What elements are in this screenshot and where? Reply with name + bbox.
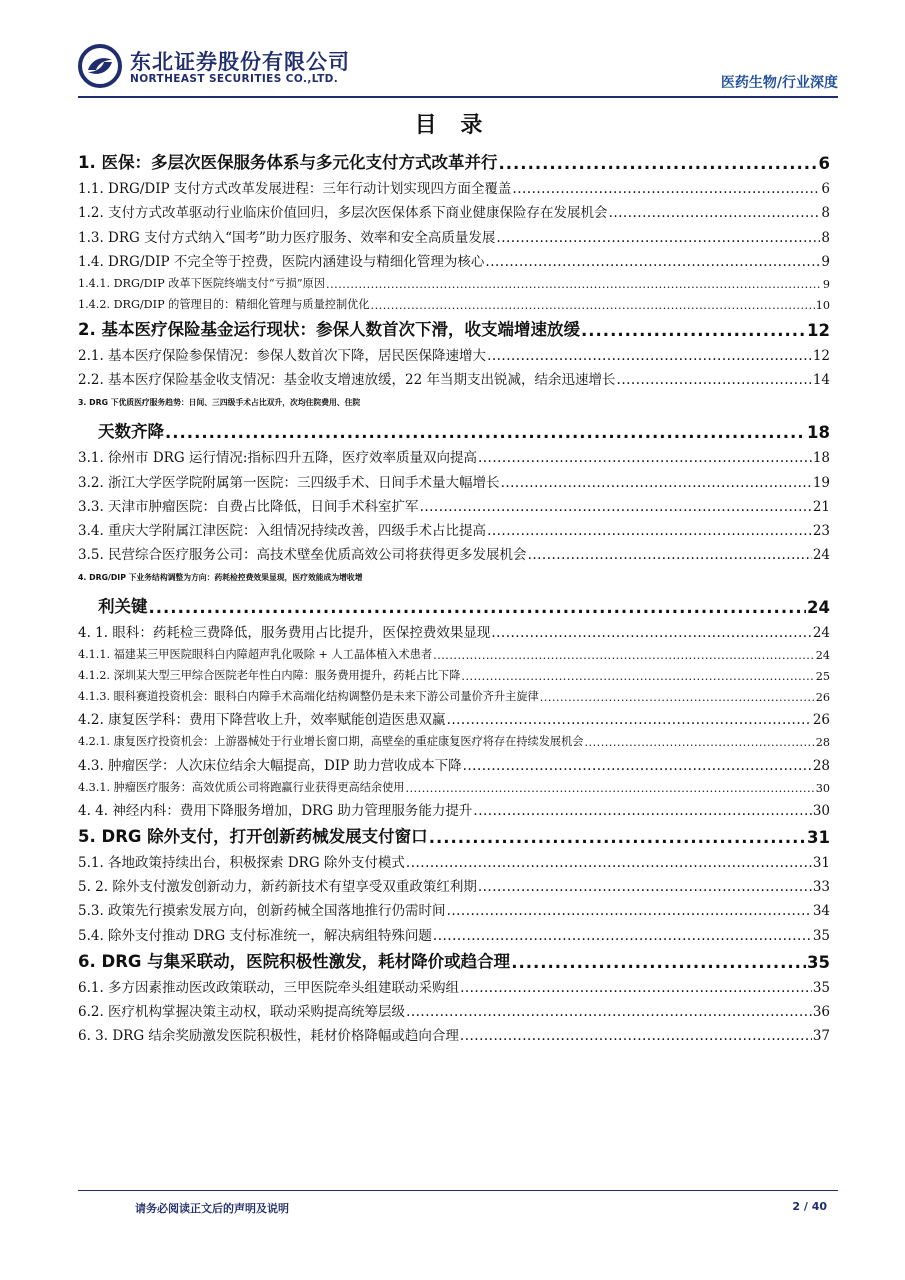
toc-entry-page: 12 [807, 320, 830, 340]
toc-entry-page: 14 [812, 372, 830, 389]
toc-leader-dots [473, 803, 811, 819]
toc-leader-dots [405, 782, 814, 795]
toc-entry-page: 24 [807, 598, 830, 618]
toc-entry-page: 31 [812, 855, 830, 871]
toc-entry-page: 8 [821, 205, 830, 222]
table-of-contents [78, 145, 830, 1044]
toc-leader-dots [406, 1004, 812, 1020]
toc-entry-page: 36 [812, 1003, 830, 1020]
toc-entry-level-1[interactable] [78, 821, 830, 847]
toc-entry-page: 6 [818, 154, 830, 173]
toc-entry-level-2[interactable] [78, 871, 830, 895]
toc-leader-dots [478, 450, 812, 466]
company-logo-icon [78, 44, 122, 88]
toc-entry-title: 4.3.1. 肿瘤医疗服务：高效优质公司将跑赢行业获得更高结余使用 [78, 780, 405, 794]
toc-entry-level-1[interactable] [78, 147, 830, 173]
toc-entry-level-2[interactable] [78, 749, 830, 773]
toc-entry-title: 3.1. 徐州市 DRG 运行情况:指标四升五降，医疗效率质量双向提高 [78, 450, 477, 467]
toc-leader-dots [609, 205, 821, 221]
toc-entry-page: 12 [812, 347, 830, 364]
toc-entry-level-3[interactable] [78, 774, 830, 795]
toc-leader-dots [540, 691, 815, 704]
toc-entry-level-3[interactable] [78, 641, 830, 662]
toc-leader-dots [463, 758, 812, 774]
toc-entry-level-1[interactable] [78, 390, 830, 442]
toc-entry-page: 26 [815, 691, 830, 705]
toc-entry-level-2[interactable] [78, 895, 830, 919]
toc-entry-page: 6 [821, 181, 830, 198]
toc-leader-dots [433, 928, 812, 944]
toc-leader-dots [485, 254, 820, 270]
toc-entry-title: 2.1. 基本医疗保险参保情况：参保人数首次下降，居民医保降速增大 [78, 347, 487, 364]
toc-entry-title: 3.2. 浙江大学医学院附属第一医院：三四级手术、日间手术量大幅增长 [78, 474, 500, 491]
toc-entry-title: 1.4. DRG/DIP 不完全等于控费，医院内涵建设与精细化管理为核心 [78, 253, 485, 270]
toc-entry-page: 24 [812, 547, 830, 564]
toc-leader-dots [584, 736, 814, 749]
toc-entry-page: 28 [812, 757, 830, 774]
report-category: 医药生物/行业深度 [720, 75, 838, 91]
toc-entry-title: 4.1.3. 眼科赛道投资机会：眼科白内障手术高端化结构调整仍是未来下游公司量价齐升主旋律 [78, 690, 539, 704]
toc-entry-title: 4. 4. 神经内科：费用下降服务增加，DRG 助力管理服务能力提升 [78, 802, 473, 819]
toc-entry-page: 35 [812, 927, 830, 944]
toc-entry-level-3[interactable] [78, 683, 830, 704]
toc-entry-title: 4. 1. 眼科：药耗检三费降低，服务费用占比提升，医保控费效果显现 [78, 625, 491, 642]
toc-leader-dots [617, 372, 812, 388]
toc-entry-page: 23 [812, 522, 830, 539]
toc-leader-dots [487, 523, 812, 539]
toc-entry-title: 4.2.1. 康复医疗投资机会：上游器械处于行业增长窗口期，高壁垒的重症康复医疗将存在持续发展机会 [78, 735, 584, 749]
toc-entry-title-continued: 利关键 [98, 597, 148, 617]
toc-leader-dots [512, 181, 820, 197]
toc-title: 目 录 [414, 113, 491, 138]
toc-leader-dots [149, 598, 807, 617]
toc-entry-page: 24 [812, 625, 830, 642]
toc-entry-level-2[interactable] [78, 442, 830, 466]
toc-entry-title: 1.3. DRG 支付方式纳入“国考”助力医疗服务、效率和安全高质量发展 [78, 229, 496, 246]
toc-entry-title: 3. DRG 下优质医疗服务趋势：日间、三四级手术占比双升，次均住院费用、住院 [78, 398, 361, 408]
toc-entry-title: 5.4. 除外支付推动 DRG 支付标准统一，解决病组特殊问题 [78, 927, 432, 944]
toc-entry-page: 24 [815, 649, 830, 663]
toc-entry-level-3[interactable] [78, 291, 830, 312]
toc-entry-level-2[interactable] [78, 539, 830, 563]
toc-entry-title: 1.1. DRG/DIP 支付方式改革发展进程：三年行动计划实现四方面全覆盖 [78, 181, 512, 198]
toc-entry-page: 30 [815, 781, 830, 795]
toc-entry-level-2[interactable] [78, 1020, 830, 1044]
toc-entry-page: 31 [807, 827, 830, 847]
company-name-cn: 东北证券股份有限公司 [130, 50, 350, 74]
toc-entry-title-continued: 天数齐降 [98, 422, 164, 442]
toc-entry-level-1[interactable] [78, 314, 830, 340]
toc-entry-level-2[interactable] [78, 173, 830, 197]
toc-leader-dots [461, 670, 814, 683]
toc-entry-title: 2. 基本医疗保险基金运行现状：参保人数首次下滑，收支端增速放缓 [78, 319, 580, 339]
toc-leader-dots [429, 828, 806, 847]
toc-entry-title: 1.4.2. DRG/DIP 的管理目的：精细化管理与质量控制优化 [78, 297, 370, 311]
toc-entry-title: 3.5. 民营综合医疗服务公司：高技术壁垒优质高效公司将获得更多发展机会 [78, 547, 527, 564]
toc-entry-title: 6.1. 多方因素推动医改政策联动，三甲医院牵头组建联动采购组 [78, 979, 460, 996]
toc-entry-title: 4.1.2. 深圳某大型三甲综合医院老年性白内障：服务费用提升，药耗占比下降 [78, 669, 461, 683]
toc-entry-title: 2.2. 基本医疗保险基金收支情况：基金收支增速放缓，22 年当期支出锐减，结余迅速增长 [78, 372, 616, 389]
toc-entry-level-2[interactable] [78, 996, 830, 1020]
toc-leader-dots [581, 321, 806, 340]
company-name-en: NORTHEAST SECURITIES CO.,LTD. [130, 73, 339, 85]
toc-entry-page: 26 [812, 712, 830, 729]
toc-leader-dots [499, 154, 818, 173]
toc-entry-title: 1. 医保：多层次医保服务体系与多元化支付方式改革并行 [78, 153, 498, 172]
toc-leader-dots [433, 649, 815, 662]
toc-entry-page: 10 [815, 298, 830, 312]
header-divider [78, 96, 838, 98]
toc-entry-title: 4.2. 康复医学科：费用下降营收上升，效率赋能创造医患双赢 [78, 712, 446, 729]
toc-entry-page: 34 [812, 903, 830, 920]
toc-entry-level-2[interactable] [78, 919, 830, 943]
toc-entry-title: 5.1. 各地政策持续出台，积极探索 DRG 除外支付模式 [78, 855, 405, 871]
toc-entry-level-3[interactable] [78, 728, 830, 749]
toc-entry-page: 33 [812, 879, 830, 896]
toc-entry-page: 37 [812, 1028, 830, 1045]
toc-entry-page: 21 [812, 498, 830, 515]
toc-entry-level-2[interactable] [78, 515, 830, 539]
toc-entry-page: 35 [812, 979, 830, 996]
toc-entry-level-1[interactable] [78, 565, 830, 617]
toc-leader-dots [447, 712, 812, 728]
toc-entry-title: 6. 3. DRG 结余奖励激发医院积极性，耗材价格降幅或趋向合理 [78, 1028, 459, 1045]
toc-entry-title: 5.3. 政策先行摸索发展方向，创新药械全国落地推行仍需时间 [78, 903, 446, 920]
toc-entry-page: 25 [815, 670, 830, 684]
toc-leader-dots [165, 423, 806, 442]
toc-entry-level-2[interactable] [78, 221, 830, 245]
toc-entry-level-2[interactable] [78, 466, 830, 490]
toc-entry-level-2[interactable] [78, 795, 830, 819]
toc-leader-dots [496, 230, 820, 246]
toc-entry-title: 1.2. 支付方式改革驱动行业临床价值回归，多层次医保体系下商业健康保险存在发展机会 [78, 205, 608, 222]
toc-leader-dots [406, 855, 812, 871]
toc-entry-title: 6.2. 医疗机构掌握决策主动权，联动采购提高统筹层级 [78, 1003, 406, 1020]
toc-entry-title: 5. 2. 除外支付激发创新动力，新药新技术有望享受双重政策红利期 [78, 879, 477, 896]
footer-divider [78, 1190, 838, 1191]
toc-leader-dots [460, 980, 812, 996]
toc-entry-page: 35 [807, 952, 830, 972]
toc-entry-page: 18 [812, 450, 830, 467]
toc-entry-level-1[interactable] [78, 946, 830, 972]
toc-entry-title: 6. DRG 与集采联动，医院积极性激发，耗材降价或趋合理 [78, 951, 511, 971]
toc-entry-title: 5. DRG 除外支付，打开创新药械发展支付窗口 [78, 826, 428, 846]
toc-entry-page: 9 [822, 277, 830, 291]
toc-leader-dots [420, 499, 812, 515]
page-number: 2 / 40 [792, 1200, 827, 1213]
toc-entry-title: 3.3. 天津市肿瘤医院：自费占比降低，日间手术科室扩军 [78, 498, 419, 515]
toc-entry-level-3[interactable] [78, 662, 830, 683]
toc-leader-dots [478, 879, 812, 895]
toc-leader-dots [371, 299, 815, 312]
toc-leader-dots [501, 475, 812, 491]
toc-entry-level-2[interactable] [78, 364, 830, 388]
toc-leader-dots [491, 625, 811, 641]
toc-leader-dots [528, 547, 812, 563]
toc-entry-title: 4. DRG/DIP 下业务结构调整为方向：药耗检控费效果显现，医疗效能成为增收增 [78, 573, 363, 583]
toc-entry-level-3[interactable] [78, 270, 830, 291]
toc-leader-dots [460, 1028, 812, 1044]
footer-disclaimer: 请务必阅读正文后的声明及说明 [135, 1202, 289, 1215]
toc-leader-dots [511, 953, 806, 972]
toc-entry-level-2[interactable] [78, 704, 830, 728]
toc-entry-level-2[interactable] [78, 491, 830, 515]
toc-entry-page: 8 [821, 229, 830, 246]
toc-entry-level-2[interactable] [78, 197, 830, 221]
page-header [78, 42, 838, 94]
toc-entry-page: 28 [815, 736, 830, 750]
toc-leader-dots [447, 903, 812, 919]
toc-leader-dots [326, 278, 822, 291]
toc-entry-level-2[interactable] [78, 617, 830, 641]
toc-entry-page: 19 [812, 474, 830, 491]
toc-entry-level-2[interactable] [78, 847, 830, 871]
toc-entry-title: 3.4. 重庆大学附属江津医院：入组情况持续改善，四级手术占比提高 [78, 522, 487, 539]
toc-entry-page: 18 [807, 423, 830, 443]
toc-entry-title: 1.4.1. DRG/DIP 改革下医院终端支付“亏损”原因 [78, 276, 326, 290]
toc-entry-title: 4.3. 肿瘤医学：人次床位结余大幅提高，DIP 助力营收成本下降 [78, 757, 462, 774]
toc-entry-level-2[interactable] [78, 246, 830, 270]
toc-entry-level-2[interactable] [78, 340, 830, 364]
toc-entry-page: 9 [821, 253, 830, 270]
toc-leader-dots [487, 348, 812, 364]
toc-entry-level-2[interactable] [78, 972, 830, 996]
toc-entry-page: 30 [812, 802, 830, 819]
toc-entry-title: 4.1.1. 福建某三甲医院眼科白内障超声乳化吸除 + 人工晶体植入术患者 [78, 648, 433, 662]
